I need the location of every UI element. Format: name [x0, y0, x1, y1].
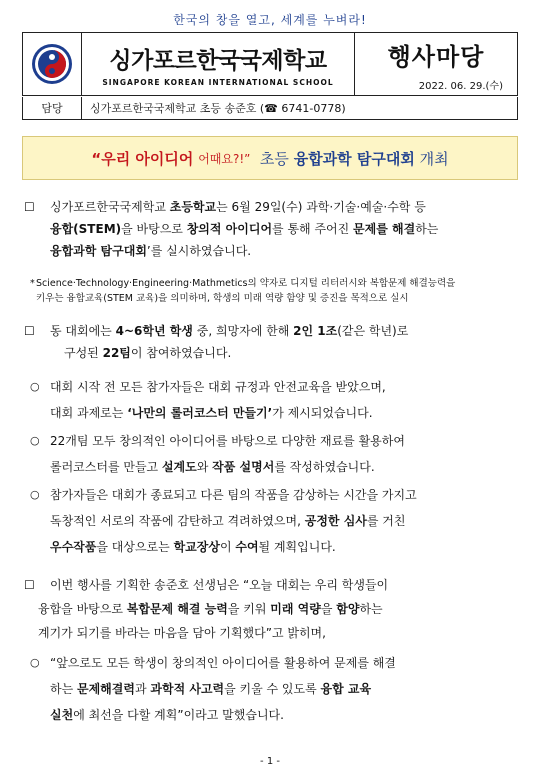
- checkbox-bullet-icon: ☐: [24, 324, 35, 338]
- circle-bullet-icon: ○: [30, 380, 40, 393]
- paragraph-1: ☐ 싱가포르한국국제학교 초등학교는 6월 29일(수) 과학·기술·예술·수학 등 융합(STEM)을 바탕으로 창의적 아이디어를 통해 주어진 문제를 해결하는 융합과학 탐구대회’를 실시하였습니다.: [24, 196, 516, 262]
- headline-part-5: 개최: [419, 149, 449, 168]
- newsletter-cell: [355, 33, 517, 95]
- bullet-1: ○ 대회 시작 전 모든 참가자들은 대회 규정과 안전교육을 받았으며, 대회 과제로는 ‘나만의 롤러코스터 만들기’가 제시되었습니다.: [30, 374, 516, 426]
- headline-banner: [22, 136, 518, 180]
- bullet-4: ○ “앞으로도 모든 학생이 창의적인 아이디어를 활용하여 문제를 해결 하는 문제해결력과 과학적 사고력을 키울 수 있도록 융합 교육 실천에 최선을 다할 계획”이라고 말했습니다.: [30, 650, 516, 728]
- newsletter-title: 행사마당: [387, 42, 485, 71]
- page-number: - 1 -: [260, 756, 280, 767]
- headline-part-1: “우리 아이디어: [91, 149, 194, 168]
- school-name-english: SINGAPORE KOREAN INTERNATIONAL SCHOOL: [102, 77, 334, 87]
- checkbox-bullet-icon: ☐: [24, 200, 35, 214]
- bullet-2: ○ 22개팀 모두 창의적인 아이디어를 바탕으로 다양한 재료를 활용하여 롤러코스터를 만들고 설계도와 작품 설명서를 작성하였습니다.: [30, 428, 516, 480]
- circle-bullet-icon: ○: [30, 434, 40, 447]
- circle-bullet-icon: ○: [30, 656, 40, 669]
- headline-part-4: 융합과학 탐구대회: [293, 149, 415, 168]
- checkbox-bullet-icon: ☐: [24, 578, 35, 592]
- contact-label: 담당: [23, 97, 82, 119]
- footnote-line-2: 키우는 융합교육(STEM 교육)을 의미하며, 학생의 미래 역량 함양 및 증진을 목적으로 실시: [36, 293, 409, 304]
- school-name-cell: [82, 33, 355, 95]
- newsletter-date: 2022. 06. 29.(수): [418, 80, 503, 92]
- contact-row: [22, 97, 518, 120]
- asterisk-mark: *: [30, 278, 35, 289]
- paragraph-3: ☐ 이번 행사를 기획한 송준호 선생님은 “오늘 대회는 우리 학생들이 융합을 바탕으로 복합문제 해결 능력을 키워 미래 역량을 함양하는 계기가 되기를 바라는 마음을 담아 기획했다”고 밝히며,: [24, 573, 516, 645]
- headline-part-3: 초등: [259, 149, 289, 168]
- paragraph-2: ☐ 동 대회에는 4~6학년 학생 중, 희망자에 한해 2인 1조(같은 학년)로 구성된 22팀이 참여하였습니다.: [24, 320, 516, 364]
- bullet-3: ○ 참가자들은 대회가 종료되고 다른 팀의 작품을 감상하는 시간을 가지고 독창적인 서로의 작품에 감탄하고 격려하였으며, 공정한 심사를 거친 우수작품을 대상으로는 학교장상이 수여될 계획입니다.: [30, 482, 516, 560]
- school-name-korean: 싱가포르한국국제학교: [109, 47, 327, 74]
- contact-value: 싱가포르한국국제학교 초등 송준호 (☎ 6741-0778): [90, 102, 346, 115]
- headline-part-2: 어때요?!”: [198, 151, 251, 166]
- footnote-line-1: Science·Technology·Engineering·Mathmetics의 약자로 디지털 리터러시와 복합문제 해결능력을: [36, 278, 456, 289]
- document-header: [22, 32, 518, 96]
- school-logo-icon: [30, 42, 74, 86]
- circle-bullet-icon: ○: [30, 488, 40, 501]
- school-slogan: 한국의 창을 열고, 세계를 누벼라!: [173, 13, 367, 27]
- school-logo-cell: [23, 33, 82, 95]
- footnote: [30, 276, 516, 306]
